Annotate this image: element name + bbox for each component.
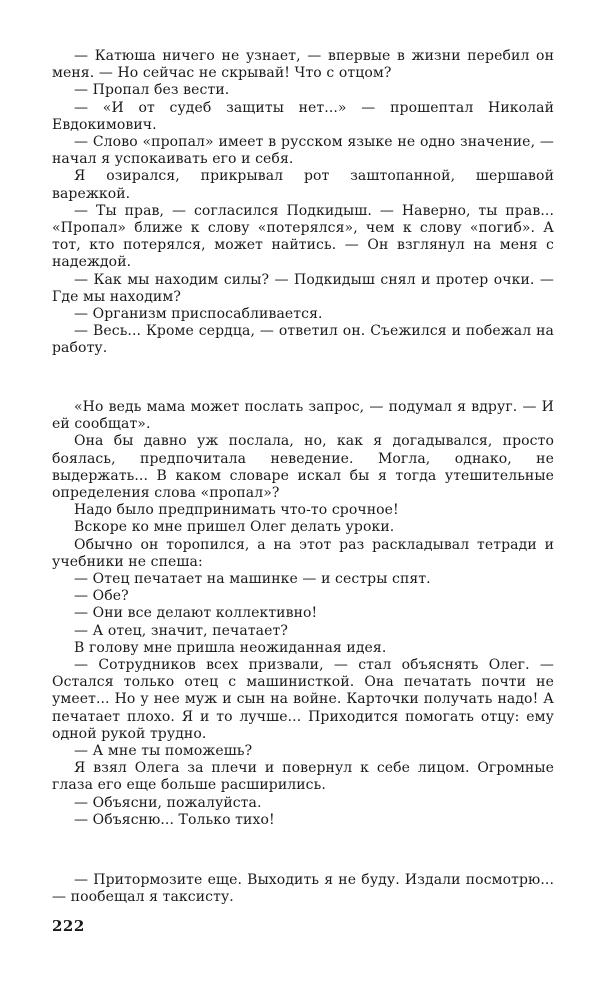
section-1 [52, 48, 554, 358]
page-number: 222 [52, 917, 85, 935]
paragraph: — Весь... Кроме сердца, — ответил он. Съежился и побежал на работу. [52, 323, 554, 357]
paragraph: — Ты прав, — согласился Подкидыш. — Наверно, ты прав... «Пропал» ближе к слову «потерялся», чем к слову «погиб». А тот, кто потерялся, может найтись. — Он взглянул на меня с надеждой. [52, 202, 554, 271]
paragraph: Я взял Олега за плечи и повернул к себе лицом. Огромные глаза его еще больше расширились. [52, 760, 554, 794]
section-2 [52, 399, 554, 829]
paragraph: — А мне ты поможешь? [74, 743, 253, 760]
paragraph: — Отец печатает на машинке — и сестры спят. [74, 571, 431, 588]
paragraph: Надо было предпринимать что-то срочное! [74, 502, 399, 519]
paragraph: Обычно он торопился, а на этот раз раскладывал тетради и учебники не спеша: [52, 536, 554, 570]
paragraph: — Организм приспосабливается. [74, 306, 323, 323]
paragraph: — Объясню... Только тихо! [74, 811, 275, 828]
section-3 [52, 872, 554, 906]
paragraph: — Притормозите еще. Выходить я не буду. Издали посмотрю... — пообещал я таксисту. [52, 872, 554, 906]
paragraph: — Объясни, пожалуйста. [74, 794, 262, 811]
paragraph: — А отец, значит, печатает? [74, 622, 288, 639]
paragraph: — Они все делают коллективно! [74, 605, 318, 622]
paragraph: — Пропал без вести. [74, 82, 230, 99]
paragraph: Вскоре ко мне пришел Олег делать уроки. [74, 519, 395, 536]
paragraph: — Как мы находим силы? — Подкидыш снял и протер очки. — Где мы находим? [52, 271, 554, 305]
paragraph: Она бы давно уж послала, но, как я догадывался, просто боялась, предпочитала неведение. Могла, однако, не выдержать... В каком словаре искал бы я тогда утешительные определения слова «пропал»? [52, 433, 554, 502]
paragraph: В голову мне пришла неожиданная идея. [74, 639, 387, 656]
paragraph: — «И от судеб защиты нет...» — прошептал Николай Евдокимович. [52, 99, 554, 133]
paragraph: — Катюша ничего не узнает, — впервые в жизни перебил он меня. — Но сейчас не скрывай! Что с отцом? [52, 48, 554, 82]
paragraph: «Но ведь мама может послать запрос, — подумал я вдруг. — И ей сообщат». [52, 399, 554, 433]
paragraph: Я озирался, прикрывал рот заштопанной, шершавой варежкой. [52, 168, 554, 202]
paragraph: — Слово «пропал» имеет в русском языке не одно значение, — начал я успокаивать его и себя. [52, 134, 554, 168]
paragraph: — Сотрудников всех призвали, — стал объяснять Олег. — Остался только отец с машинисткой. Она печатать почти не умеет... Но у нее муж и сын на войне. Карточки получать надо! А печатает плохо. Я и то лучше... Приходится помогать отцу: ему одной рукой трудно. [52, 657, 554, 742]
paragraph: — Обе? [74, 588, 129, 605]
